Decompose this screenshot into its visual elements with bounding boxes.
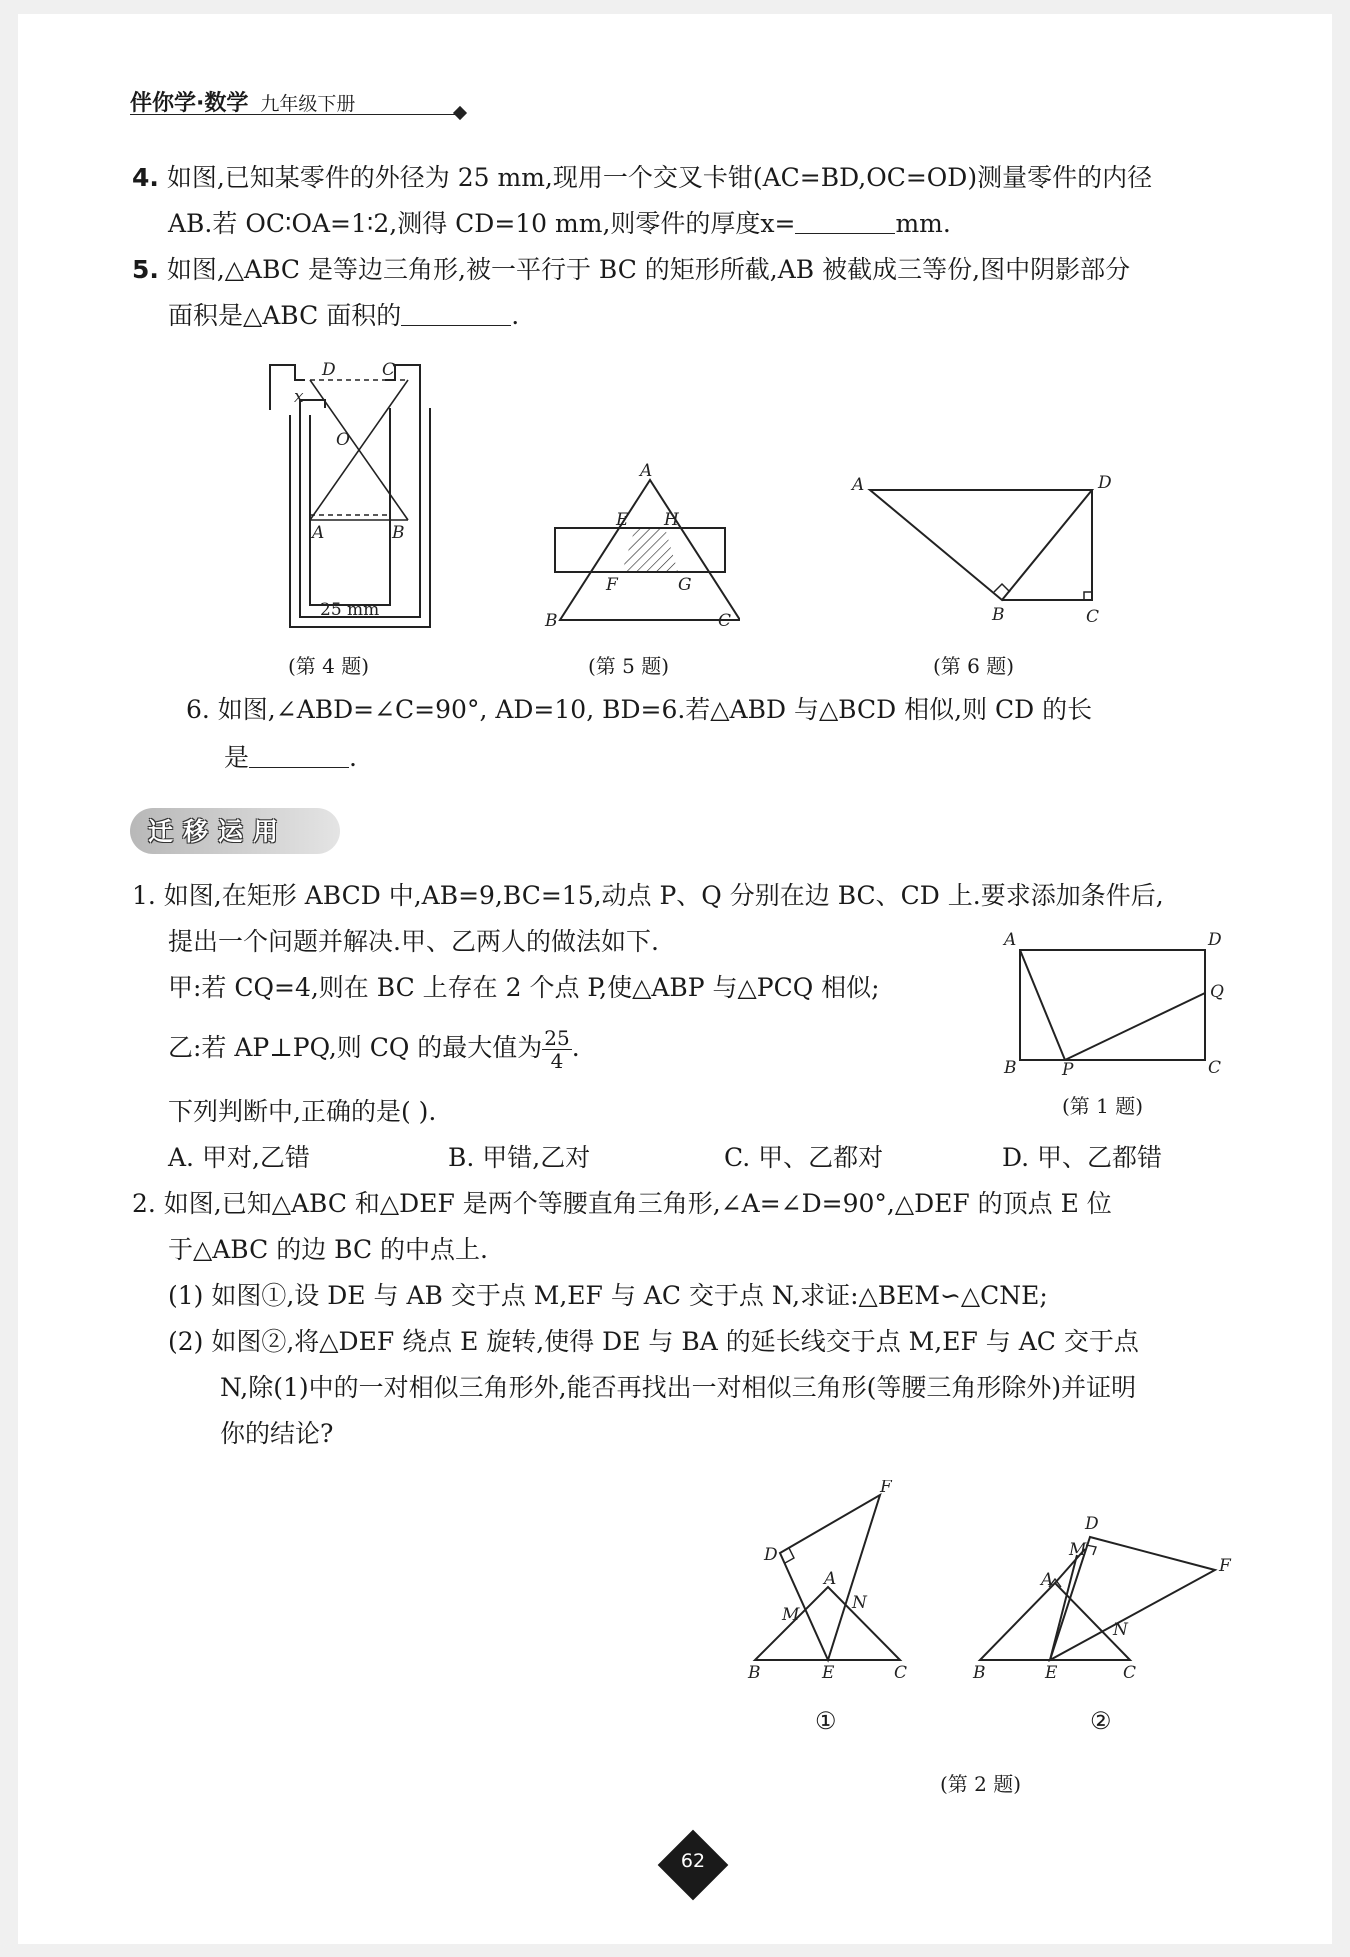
label-N: N [1113,1620,1128,1640]
t1-line5: 下列判断中,正确的是( ). [168,1097,437,1126]
book-subtitle: 九年级下册 [260,93,356,115]
label-O: O [336,430,350,450]
label-Q: Q [1210,982,1224,1002]
q4-line2 [168,208,951,240]
label-N: N [852,1593,867,1613]
t2-figure-2 [965,1515,1245,1685]
q5-figure [540,460,740,630]
label-P: P [1062,1060,1074,1075]
t1-fraction [542,1027,571,1072]
q6-figure [840,470,1120,630]
label-A: A [640,461,653,481]
t1-option-a[interactable]: A. 甲对,乙错 [168,1143,310,1172]
t2-line4: (2) 如图②,将△DEF 绕点 E 旋转,使得 DE 与 BA 的延长线交于点 M,EF 与 AC 交于点 [168,1327,1139,1356]
fraction-denominator: 4 [550,1049,564,1073]
t1-caption: (第 1 题) [1062,1094,1144,1118]
t1-figure [1000,925,1240,1075]
label-B: B [748,1663,761,1680]
section-heading [130,808,340,854]
t1-option-c[interactable]: C. 甲、乙都对 [724,1143,884,1172]
t2-caption: (第 2 题) [940,1772,1022,1796]
q6-line2 [224,742,357,774]
q6-end: . [349,743,357,772]
label-H: H [664,510,679,530]
q6-text-2: 是 [224,743,250,772]
q5-end: . [511,301,520,330]
label-D: D [322,360,336,380]
t1-line1: 1. 如图,在矩形 ABCD 中,AB=9,BC=15,动点 P、Q 分别在边 BC、CD 上.要求添加条件后, [132,881,1164,910]
t2-line3: (1) 如图①,设 DE 与 AB 交于点 M,EF 与 AC 交于点 N,求证:△BEM∽△CNE; [168,1281,1048,1310]
label-A: A [312,523,325,543]
q6-answer-blank[interactable] [249,743,349,768]
q4-number: 4. [132,163,159,192]
t1-text-4: 乙:若 AP⊥PQ,则 CQ 的最大值为 [168,1033,543,1062]
t2-line1: 2. 如图,已知△ABC 和△DEF 是两个等腰直角三角形,∠A=∠D=90°,△DEF 的顶点 E 位 [132,1189,1112,1218]
label-B: B [973,1663,986,1683]
t1-text-4-end: . [571,1033,580,1062]
q5-line2 [168,300,519,332]
q6-caption: (第 6 题) [933,654,1015,678]
label-M: M [1069,1540,1087,1560]
q4-unit: mm. [895,209,951,238]
section-title: 迁移运用 [148,817,289,846]
label-E: E [616,510,629,530]
label-x: x [294,387,304,407]
label-A: A [1041,1570,1054,1590]
q4-answer-blank[interactable] [795,209,895,234]
q4-text-2: AB.若 OC∶OA=1∶2,测得 CD=10 mm,则零件的厚度x= [168,209,796,238]
label-C: C [1086,607,1100,627]
book-title: 伴你学·数学 [130,91,249,116]
label-A: A [824,1569,837,1589]
t1-option-b[interactable]: B. 甲错,乙对 [448,1143,591,1172]
label-A: A [852,475,865,495]
label-B: B [545,611,558,630]
t2-figure-2-label: ② [1090,1707,1112,1735]
q5-answer-blank[interactable] [401,301,511,326]
q5-text: 如图,△ABC 是等边三角形,被一平行于 BC 的矩形所截,AB 被截成三等份,图中阴影部分 [166,255,1131,284]
label-C: C [718,611,732,630]
label-M: M [782,1605,800,1625]
t1-line2: 提出一个问题并解决.甲、乙两人的做法如下. [168,927,659,956]
t1-line4 [168,1024,580,1072]
label-D: D [1085,1515,1099,1534]
label-width: 25 mm [320,600,380,620]
label-F: F [1219,1556,1231,1576]
q6-line1: 6. 如图,∠ABD=∠C=90°, AD=10, BD=6.若△ABD 与△BCD 相似,则 CD 的长 [186,695,1093,724]
label-B: B [1004,1058,1017,1075]
label-D: D [764,1545,778,1565]
label-C: C [382,360,396,380]
q4-caption: (第 4 题) [288,654,370,678]
label-E: E [1045,1663,1058,1683]
label-F: F [880,1480,892,1497]
label-C: C [1208,1058,1222,1075]
q5-line1 [132,254,1130,286]
t1-line3: 甲:若 CQ=4,则在 BC 上存在 2 个点 P,使△ABP 与△PCQ 相似; [168,973,880,1002]
q4-line1 [132,162,1152,194]
label-B: B [992,605,1005,625]
label-G: G [678,575,692,595]
label-F: F [606,575,618,595]
label-B: B [392,523,405,543]
t2-line6: 你的结论? [220,1419,334,1448]
label-D: D [1098,473,1112,493]
fraction-numerator: 25 [544,1026,570,1050]
t2-figure-1-label: ① [815,1707,837,1735]
label-A: A [1004,930,1017,950]
page-number: 62 [680,1850,706,1872]
q5-caption: (第 5 题) [588,654,670,678]
q5-text-2: 面积是△ABC 面积的 [168,301,402,330]
q4-text: 如图,已知某零件的外径为 25 mm,现用一个交叉卡钳(AC=BD,OC=OD)测量零件的内径 [166,163,1153,192]
label-C: C [894,1663,908,1680]
t2-figure-1 [740,1480,920,1680]
t1-option-d[interactable]: D. 甲、乙都错 [1002,1143,1163,1172]
running-header [130,86,355,117]
label-E: E [822,1663,835,1680]
q5-number: 5. [132,255,159,284]
header-rule [130,114,460,115]
label-D: D [1208,930,1222,950]
q4-figure [260,360,440,630]
t2-line5: N,除(1)中的一对相似三角形外,能否再找出一对相似三角形(等腰三角形除外)并证明 [220,1373,1137,1402]
t2-line2: 于△ABC 的边 BC 的中点上. [168,1235,488,1264]
label-C: C [1123,1663,1137,1683]
